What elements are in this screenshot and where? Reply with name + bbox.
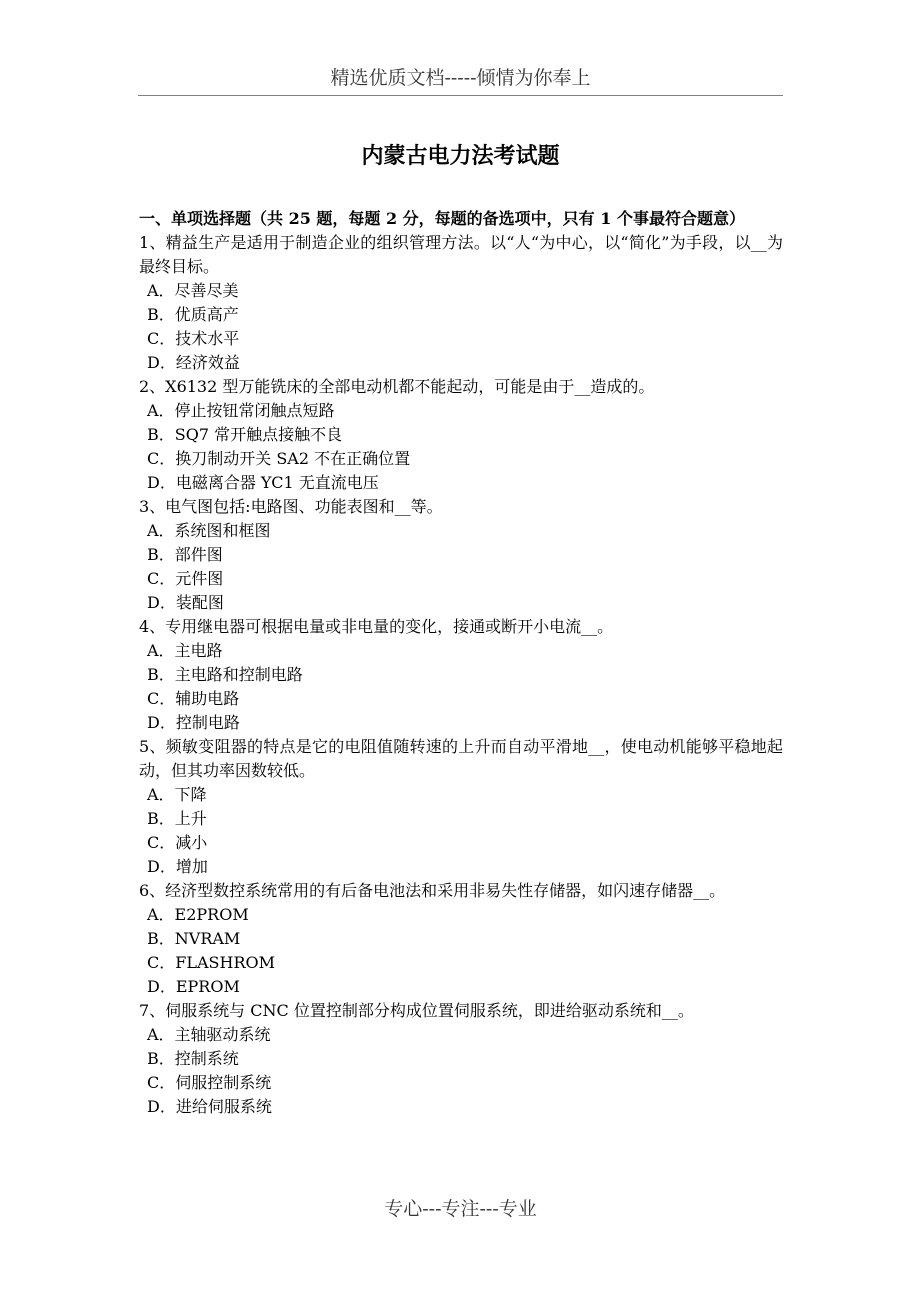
question-text: 4、专用继电器可根据电量或非电量的变化，接通或断开小电流__。: [139, 617, 614, 636]
option-c: C．FLASHROM: [147, 953, 275, 972]
document-title: 内蒙古电力法考试题: [361, 143, 560, 169]
option-d: D．装配图: [147, 593, 224, 612]
option-c: C．元件图: [147, 569, 224, 588]
option-a: A．系统图和框图: [147, 521, 271, 540]
question-1: [139, 231, 783, 375]
page-header: 精选优质文档-----倾情为你奉上: [330, 67, 591, 89]
option-a: A．主轴驱动系统: [147, 1025, 271, 1044]
option-b: B．上升: [147, 809, 207, 828]
question-text: 2、X6132 型万能铣床的全部电动机都不能起动，可能是由于__造成的。: [139, 377, 655, 396]
option-d: D．经济效益: [147, 353, 240, 372]
option-d: D．EPROM: [147, 977, 240, 996]
option-c: C．伺服控制系统: [147, 1073, 272, 1092]
option-a: A．主电路: [147, 641, 223, 660]
option-a: A．E2PROM: [147, 905, 249, 924]
option-c: C．技术水平: [147, 329, 240, 348]
page-footer: 专心---专注---专业: [384, 1198, 537, 1220]
question-text: 1、精益生产是适用于制造企业的组织管理方法。以“人“为中心，以“简化”为手段，以__为最终目标。: [139, 233, 783, 276]
question-text: 3、电气图包括:电路图、功能表图和__等。: [139, 497, 443, 516]
question-4: [139, 615, 783, 735]
section-heading: 一、单项选择题（共 25 题，每题 2 分，每题的备选项中，只有 1 个事最符合题意）: [139, 209, 745, 228]
option-d: D．控制电路: [147, 713, 240, 732]
question-text: 7、伺服系统与 CNC 位置控制部分构成位置伺服系统，即进给驱动系统和__。: [139, 1001, 694, 1020]
question-text: 5、频敏变阻器的特点是它的电阻值随转速的上升而自动平滑地__，使电动机能够平稳地起动，但其功率因数较低。: [139, 737, 783, 780]
question-5: [139, 735, 783, 879]
question-text: 6、经济型数控系统常用的有后备电池法和采用非易失性存储器，如闪速存储器__。: [139, 881, 726, 900]
option-d: D．电磁离合器 YC1 无直流电压: [147, 473, 379, 492]
option-d: D．进给伺服系统: [147, 1097, 272, 1116]
question-3: [139, 495, 783, 615]
question-2: [139, 375, 783, 495]
option-b: B．部件图: [147, 545, 223, 564]
option-a: A．停止按钮常闭触点短路: [147, 401, 335, 420]
question-7: [139, 999, 783, 1119]
document-body: [139, 207, 783, 1119]
option-c: C．辅助电路: [147, 689, 240, 708]
option-b: B．优质高产: [147, 305, 239, 324]
option-a: A．下降: [147, 785, 207, 804]
header-divider: [138, 95, 783, 96]
question-6: [139, 879, 783, 999]
option-b: B．NVRAM: [147, 929, 241, 948]
option-b: B．SQ7 常开触点接触不良: [147, 425, 343, 444]
option-d: D．增加: [147, 857, 208, 876]
option-c: C．换刀制动开关 SA2 不在正确位置: [147, 449, 411, 468]
option-a: A．尽善尽美: [147, 281, 239, 300]
option-b: B．主电路和控制电路: [147, 665, 303, 684]
option-c: C．减小: [147, 833, 208, 852]
option-b: B．控制系统: [147, 1049, 239, 1068]
